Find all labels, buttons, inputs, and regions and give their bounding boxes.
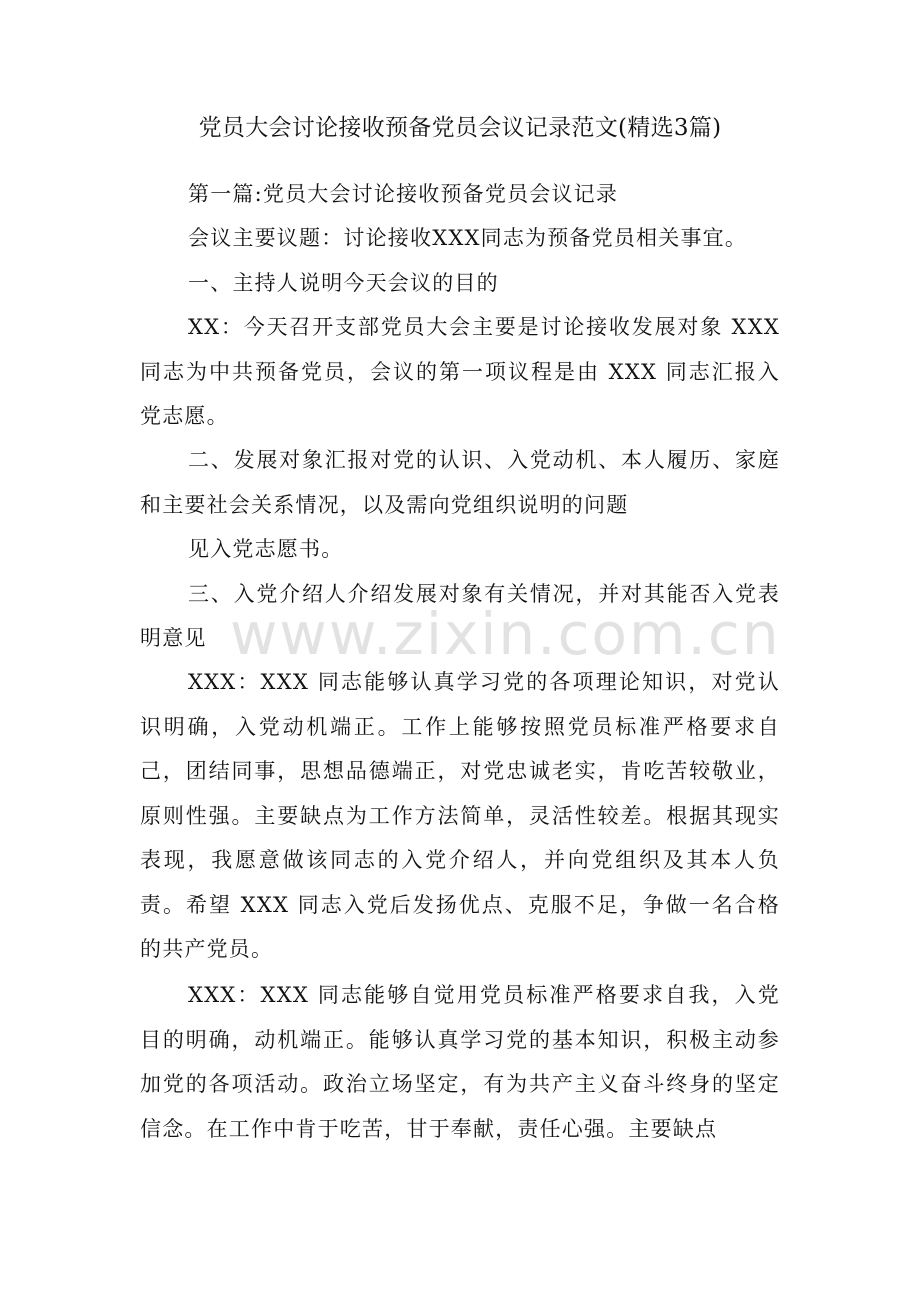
paragraph-introducer-1: XXX：XXX 同志能够认真学习党的各项理论知识，对党认识明确，入党动机端正。工作上能够按照党员标准严格要求自己，团结同事，思想品德端正，对党忠诚老实，肯吃苦较敬业，原则性强。主要缺点为工作方法简单，灵活性较差。根据其现实表现，我愿意做该同志的入党介绍人，并向党组织及其本人负责。希望 XXX 同志入党后发扬优点、克服不足，争做一名合格的共产党员。	[140, 670, 780, 961]
section-heading-1: 一、主持人说明今天会议的目的	[188, 270, 499, 295]
paragraph-host-statement: XX：今天召开支部党员大会主要是讨论接收发展对象 XXX 同志为中共预备党员，会议的第一项议程是由 XXX 同志汇报入党志愿。	[140, 315, 780, 429]
paragraph-introducer-2: XXX：XXX 同志能够自觉用党员标准严格要求自我，入党目的明确，动机端正。能够认真学习党的基本知识，积极主动参加党的各项活动。政治立场坚定，有为共产主义奋斗终身的坚定信念。在工作中肯于吃苦，甘于奉献，责任心强。主要缺点	[140, 983, 780, 1141]
watermark-text: www.zixin.com.cn	[230, 600, 781, 668]
heading-first-article: 第一篇:党员大会讨论接收预备党员会议记录	[188, 182, 619, 206]
section-heading-2: 二、发展对象汇报对党的认识、入党动机、本人履历、家庭和主要社会关系情况，以及需向党组织说明的问题	[140, 448, 780, 517]
section-heading-3: 三、入党介绍人介绍发展对象有关情况，并对其能否入党表明意见	[140, 581, 780, 651]
document-title: 党员大会讨论接收预备党员会议记录范文(精选3篇)	[198, 115, 722, 141]
meeting-topic: 会议主要议题：讨论接收XXX同志为预备党员相关事宜。	[188, 226, 748, 251]
document-body	[140, 172, 780, 1151]
paragraph-see-application: 见入党志愿书。	[188, 537, 344, 562]
